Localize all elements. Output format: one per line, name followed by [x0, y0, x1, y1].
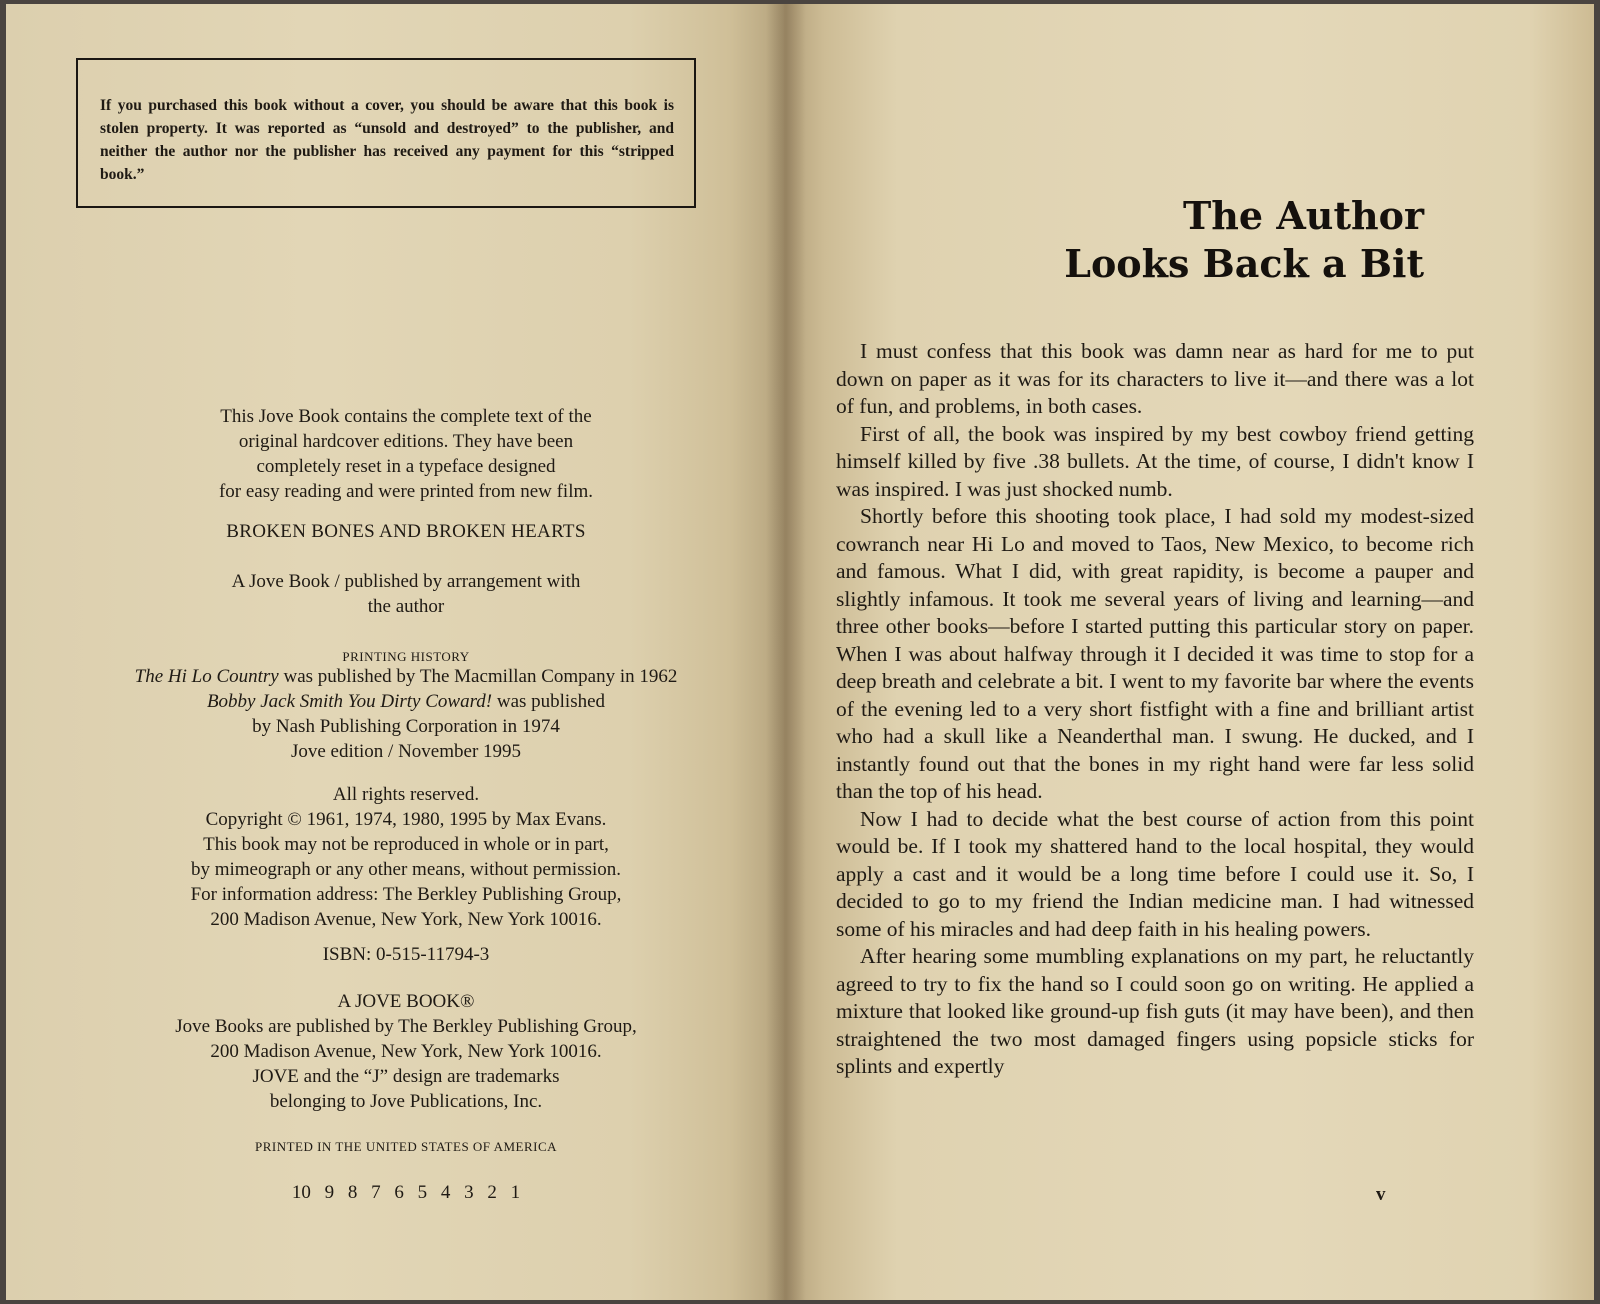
history-line	[86, 689, 726, 714]
paragraph: Shortly before this shooting took place, I had sold my modest-sized cowranch near Hi Lo and moved to Taos, New Mexico, to become rich and famous. What I did, with great rapidity, is become a pauper and slightly infamous. It took me several years of living and learning—and three other books—before I started putting this particular story on paper. When I was about halfway through it I decided it was time to stop for a deep breath and celebrate a bit. I went to my favorite bar where the events of the evening led to a very short fistfight with a fine and brilliant artist who had a skull like a Neanderthal man. I swung. He ducked, and I instantly found out that the bones in my right hand were far less solid than the top of his head.	[836, 504, 1474, 803]
rights-line: This book may not be reproduced in whole or in part,	[203, 834, 609, 855]
rights-line: 200 Madison Avenue, New York, New York 10016.	[210, 909, 602, 930]
rights-line: All rights reserved.	[332, 784, 480, 805]
arrangement-line: the author	[367, 596, 445, 617]
isbn: ISBN: 0-515-11794-3	[322, 944, 490, 965]
publisher-line: Jove Books are published by The Berkley Publishing Group,	[175, 1016, 637, 1037]
rights-line: by mimeograph or any other means, without permission.	[190, 859, 622, 880]
publisher-line: belonging to Jove Publications, Inc.	[269, 1091, 543, 1112]
history-title: The Hi Lo Country	[134, 666, 279, 687]
print-line-numbers: 10 9 8 7 6 5 4 3 2 1	[291, 1182, 521, 1203]
publisher-info	[86, 989, 726, 1114]
history-line: Jove edition / November 1995	[290, 741, 522, 762]
chapter-title	[904, 192, 1424, 288]
paragraph: After hearing some mumbling explanations on my part, he reluctantly agreed to try to fix the hand so I could soon go on writing. He applied a mixture that looked like ground-up fish guts (it may have been), and then straightened the two most damaged fingers using popsicle sticks for splints and expertly	[836, 944, 1474, 1078]
book-spread	[6, 4, 1594, 1300]
printed-in: PRINTED IN THE UNITED STATES OF AMERICA	[254, 1139, 558, 1154]
history-line: by Nash Publishing Corporation in 1974	[252, 716, 560, 737]
history-text: was published	[492, 691, 606, 712]
publisher-line: 200 Madison Avenue, New York, New York 10016.	[210, 1041, 602, 1062]
edition-line: This Jove Book contains the complete text of the	[220, 406, 592, 427]
paragraph: First of all, the book was inspired by my best cowboy friend getting himself killed by five .38 bullets. At the time, of course, I didn't know I was inspired. I was just shocked numb.	[836, 421, 1474, 501]
rights-line: For information address: The Berkley Publishing Group,	[190, 884, 622, 905]
publication-arrangement	[86, 569, 726, 619]
book-title: BROKEN BONES AND BROKEN HEARTS	[226, 521, 586, 542]
publisher-line: JOVE and the “J” design are trademarks	[252, 1066, 560, 1087]
paragraph: I must confess that this book was damn near as hard for me to put down on paper as it was for its characters to live it—and there was a lot of fun, and problems, in both cases.	[836, 339, 1474, 418]
edition-note	[86, 404, 726, 504]
copyright-page	[6, 4, 784, 1300]
rights-notice	[86, 782, 726, 932]
preface-page	[784, 4, 1594, 1300]
notice-text: If you purchased this book without a cover, you should be aware that this book is stolen property. It was reported as “unsold and destroyed” to the publisher, and neither the author nor the publisher has received any payment for this “stripped book.”	[100, 97, 674, 183]
history-title: Bobby Jack Smith You Dirty Coward!	[206, 691, 493, 712]
edition-line: original hardcover editions. They have been	[238, 431, 574, 452]
publisher-heading: A JOVE BOOK®	[337, 991, 475, 1012]
history-text: was published by The Macmillan Company in 1962	[278, 666, 678, 687]
printing-history-label: PRINTING HISTORY	[342, 649, 470, 664]
edition-line: for easy reading and were printed from new film.	[218, 481, 594, 502]
paragraph: Now I had to decide what the best course of action from this point would be. If I took my shattered hand to the local hospital, they would apply a cast and it would be a long time before I could use it. So, I decided to go to my friend the Indian medicine man. I had witnessed some of his miracles and had deep faith in his healing powers.	[836, 806, 1474, 941]
edition-line: completely reset in a typeface designed	[256, 456, 556, 477]
history-line	[86, 664, 726, 689]
rights-line: Copyright © 1961, 1974, 1980, 1995 by Max Evans.	[205, 809, 607, 830]
stripped-book-notice	[76, 58, 696, 208]
chapter-title-line: The Author	[1183, 193, 1424, 238]
body-text	[836, 338, 1474, 1081]
page-number: v	[1376, 1184, 1386, 1205]
chapter-title-line: Looks Back a Bit	[1064, 241, 1424, 286]
printing-history	[86, 664, 726, 764]
arrangement-line: A Jove Book / published by arrangement with	[231, 571, 581, 592]
